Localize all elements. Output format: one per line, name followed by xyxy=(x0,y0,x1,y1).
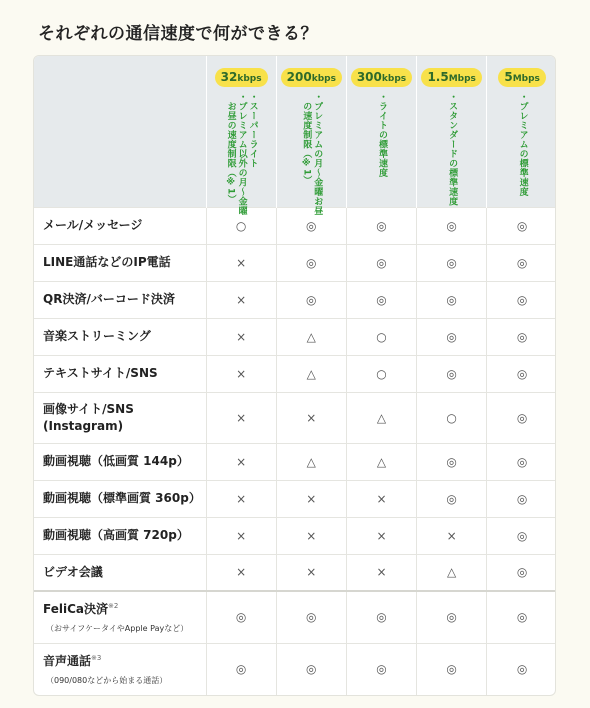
table-cell: × xyxy=(276,480,346,517)
table-cell: ◎ xyxy=(206,591,276,643)
table-row xyxy=(34,207,556,244)
table-cell: ◎ xyxy=(346,244,416,281)
table-row xyxy=(34,517,556,554)
speed-description: ・スタンダードの標準速度 xyxy=(447,92,458,206)
table-cell: △ xyxy=(346,443,416,480)
row-label: 動画視聴（高画質 720p） xyxy=(34,517,206,554)
table-cell: ◎ xyxy=(487,392,556,443)
table-cell: ◎ xyxy=(417,207,487,244)
table-cell: × xyxy=(206,392,276,443)
speed-badge: 200kbps xyxy=(281,68,342,87)
footnote-mark: ※2 xyxy=(107,601,119,610)
table-cell: ◎ xyxy=(417,480,487,517)
speed-description: ・ライトの標準速度 xyxy=(376,92,387,178)
page-title: それぞれの通信速度で何ができる？ xyxy=(38,24,318,44)
row-label-line1: 画像サイト/SNS xyxy=(43,401,134,416)
column-header-32kbps xyxy=(206,56,276,216)
table-cell: △ xyxy=(417,554,487,591)
row-label: QR決済/バーコード決済 xyxy=(34,281,206,318)
row-label: 動画視聴（低画質 144p） xyxy=(34,443,206,480)
table-cell: ◎ xyxy=(487,517,556,554)
table-cell: ◎ xyxy=(206,643,276,695)
table-cell: × xyxy=(206,281,276,318)
table-row xyxy=(34,244,556,281)
table-cell: ◎ xyxy=(276,591,346,643)
row-label-main: FeliCa決済 xyxy=(43,601,108,616)
table-cell: × xyxy=(206,443,276,480)
table-row xyxy=(34,318,556,355)
speed-description: ・スーパーライト ・プレミアム以外の月～金曜 お昼の速度制限（※1） xyxy=(225,92,258,216)
table-cell: ◎ xyxy=(487,443,556,480)
table-cell: ◎ xyxy=(487,244,556,281)
table-cell: ◎ xyxy=(487,207,556,244)
row-label: 動画視聴（標準画質 360p） xyxy=(34,480,206,517)
table-cell: ◎ xyxy=(346,207,416,244)
table-cell: × xyxy=(206,517,276,554)
table-cell: ◎ xyxy=(487,591,556,643)
column-header-5mbps xyxy=(487,56,556,207)
row-label xyxy=(34,591,206,643)
table-cell: × xyxy=(346,517,416,554)
table-cell: ◎ xyxy=(276,207,346,244)
table-row xyxy=(34,443,556,480)
row-label-note: （おサイフケータイやApple Payなど） xyxy=(46,623,189,633)
row-label-line2: (Instagram) xyxy=(43,418,124,433)
column-header-1.5mbps xyxy=(417,56,487,207)
speed-badge: 1.5Mbps xyxy=(421,68,481,87)
table-cell: ◎ xyxy=(487,480,556,517)
speed-description: ・プレミアムの月～金曜お昼 の速度制限（※1） xyxy=(301,92,323,216)
header-corner xyxy=(34,56,206,207)
table-cell: ◎ xyxy=(487,643,556,695)
row-label-note: （090/080などから始まる通話） xyxy=(46,675,168,685)
table-cell: ○ xyxy=(346,355,416,392)
table-cell: △ xyxy=(276,355,346,392)
table-cell: ○ xyxy=(206,207,276,244)
table-cell: △ xyxy=(346,392,416,443)
table-row xyxy=(34,554,556,591)
speed-comparison-table xyxy=(33,55,556,696)
speed-badge: 32kbps xyxy=(215,68,268,87)
table-cell: × xyxy=(206,480,276,517)
table-row xyxy=(34,355,556,392)
row-label-main: 音声通話 xyxy=(43,653,92,668)
table-cell: ◎ xyxy=(346,643,416,695)
table-cell: ◎ xyxy=(417,591,487,643)
row-label: メール/メッセージ xyxy=(34,207,206,244)
table-cell: ◎ xyxy=(417,244,487,281)
row-label: 音楽ストリーミング xyxy=(34,318,206,355)
table-cell: × xyxy=(206,318,276,355)
table-cell: ◎ xyxy=(417,443,487,480)
speed-description: ・プレミアムの標準速度 xyxy=(517,92,528,197)
table-row xyxy=(34,480,556,517)
table-cell: × xyxy=(346,554,416,591)
row-label: LINE通話などのIP電話 xyxy=(34,244,206,281)
table-cell: ◎ xyxy=(417,318,487,355)
table-cell: × xyxy=(276,517,346,554)
column-header-300kbps xyxy=(346,56,416,207)
table-cell: ◎ xyxy=(346,591,416,643)
speed-badge: 5Mbps xyxy=(498,68,546,87)
table-cell: ◎ xyxy=(417,355,487,392)
header-row xyxy=(34,56,556,207)
table-cell: ◎ xyxy=(417,281,487,318)
table-cell: × xyxy=(206,244,276,281)
table-cell: ◎ xyxy=(487,355,556,392)
table-row xyxy=(34,643,556,695)
table-cell: × xyxy=(346,480,416,517)
table-row xyxy=(34,281,556,318)
table-cell: ◎ xyxy=(276,281,346,318)
table-cell: × xyxy=(206,355,276,392)
table-cell: △ xyxy=(276,318,346,355)
table-cell: × xyxy=(276,392,346,443)
row-label xyxy=(34,643,206,695)
table-cell: × xyxy=(276,554,346,591)
speed-badge: 300kbps xyxy=(351,68,412,87)
table-cell: ◎ xyxy=(487,554,556,591)
table-cell: × xyxy=(206,554,276,591)
table-cell: ◎ xyxy=(346,281,416,318)
table-cell: ◎ xyxy=(417,643,487,695)
table-cell: ◎ xyxy=(276,244,346,281)
table-cell: ○ xyxy=(346,318,416,355)
table-row xyxy=(34,392,556,443)
table-cell: × xyxy=(417,517,487,554)
row-label: ビデオ会議 xyxy=(34,554,206,591)
table-row xyxy=(34,591,556,643)
footnote-mark: ※3 xyxy=(91,653,102,662)
table-cell: ◎ xyxy=(487,281,556,318)
row-label: テキストサイト/SNS xyxy=(34,355,206,392)
row-label xyxy=(34,392,206,443)
table-cell: ◎ xyxy=(276,643,346,695)
table-cell: ◎ xyxy=(487,318,556,355)
table-cell: ○ xyxy=(417,392,487,443)
column-header-200kbps xyxy=(276,56,346,216)
table-cell: △ xyxy=(276,443,346,480)
